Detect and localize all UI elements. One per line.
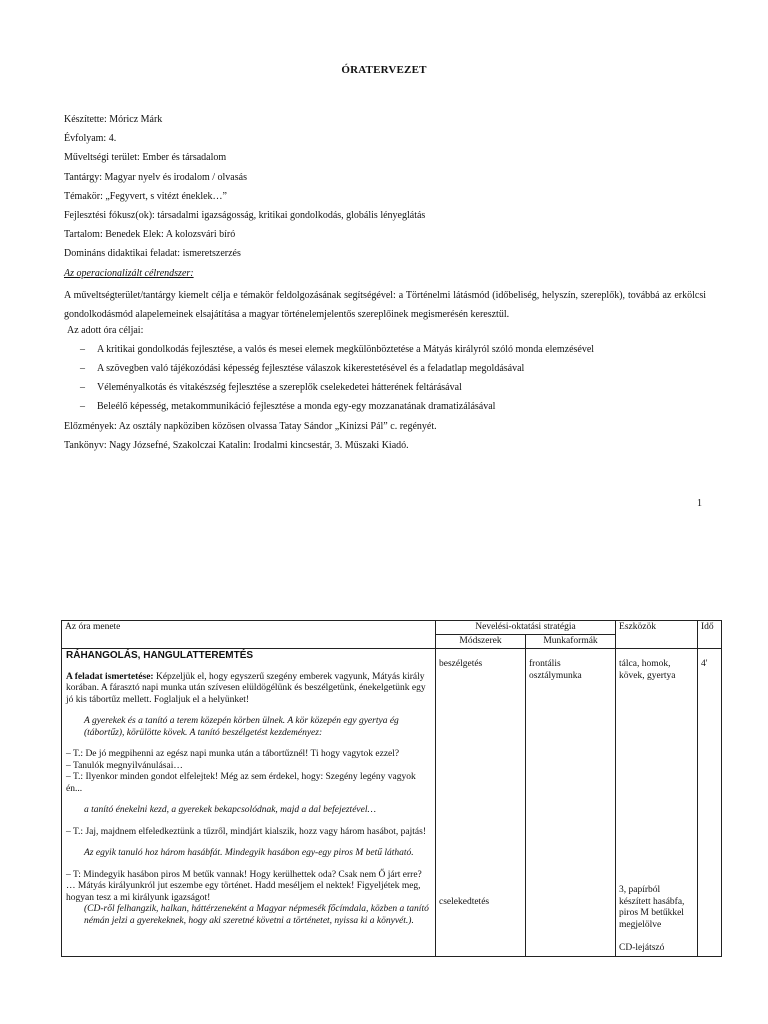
didactic-task-line: Domináns didaktikai feladat: ismeretszerzés — [64, 248, 241, 260]
dash-bullet: – — [80, 363, 85, 375]
content-line: Tartalom: Benedek Elek: A kolozsvári bíró — [64, 229, 236, 241]
dialogue-line: – Tanulók megnyilvánulásai… — [66, 760, 183, 771]
workform-value: frontális osztálymunka — [529, 659, 582, 681]
grade-line: Évfolyam: 4. — [64, 133, 117, 145]
goal-item: – A kritikai gondolkodás fejlesztése, a valós és mesei elemek megkülönböztetése a Mátyás királyról szóló monda elemzésével — [80, 343, 595, 355]
focus-line: Fejlesztési fókusz(ok): társadalmi igazságosság, kritikai gondolkodás, globális lényeglátás — [64, 209, 426, 221]
header-time: Idő — [698, 621, 722, 649]
task-description: A feladat ismertetése: Képzeljük el, hogy egyszerű szegény emberek vagyunk, Mátyás király korában. A fárasztó napi munka után szívesen elüldögélünk és beszélgetünk, énekelgetünk egy jó kis tábortűz mellett. Foglaljuk el a helyünket! — [66, 671, 426, 705]
table-row — [62, 649, 722, 957]
header-course: Az óra menete — [62, 621, 436, 649]
lesson-goals-heading: Az adott óra céljai: — [67, 324, 144, 336]
goals-heading: Az operacionalizált célrendszer: — [64, 267, 194, 279]
goals-paragraph: A műveltségterület/tantárgy kiemelt célja e témakör feldolgozásának segítségével: a Történelmi látásmód (időbeliség, helyszín, szereplők), továbbá az erkölcsi gondolkodásmód alapelemeinek elsajátítása a magyar történelemjelentős szereplőinek megismerésén keresztül. — [64, 289, 706, 320]
page-number: 1 — [697, 498, 702, 509]
method-value: beszélgetés — [439, 659, 483, 669]
workforms-cell — [526, 649, 616, 957]
subject-line: Tantárgy: Magyar nyelv és irodalom / olvasás — [64, 171, 247, 183]
lesson-course-cell — [62, 649, 436, 957]
goal-item: – Véleményalkotás és vitakészség fejlesztése a szereplők cselekedetei hátterének feltárásával — [80, 382, 462, 394]
dialogue-line: – T: Mindegyik hasábon piros M betűk vannak! Hogy kerülhettek oda? Csak nem Ő járt erre? … Mátyás királyunkról jut eszembe egy történet. Hadd meséljem el nektek! Figyeljétek meg, hogyan tesz a mi királyunk igazságot! — [66, 869, 422, 903]
stage-direction: A gyerekek és a tanító a terem közepén körben ülnek. A kör közepén egy gyertya ég (tábortűz), körülötte kövek. A tanító beszélgetést kezdeményez: — [84, 716, 399, 738]
goal-item: – Beleélő képesség, metakommunikáció fejlesztése a monda egy-egy mozzanatának dramatizálásával — [80, 401, 496, 413]
header-strategy: Nevelési-oktatási stratégia — [436, 621, 616, 635]
stage-direction: Az egyik tanuló hoz három hasábfát. Mindegyik hasábon egy-egy piros M betű látható. — [84, 848, 414, 858]
methods-cell — [436, 649, 526, 957]
header-tools: Eszközök — [616, 621, 698, 649]
dash-bullet: – — [80, 343, 85, 355]
tools-value: CD-lejátszó — [619, 943, 665, 953]
dash-bullet: – — [80, 382, 85, 394]
tools-value: 3, papírból készített hasábfa, piros M betűkkel megjelölve — [619, 885, 685, 930]
time-cell — [698, 649, 722, 957]
goal-item: – A szövegben való tájékozódási képesség fejlesztése válaszok kikerestetésével és a feladatlap megoldásával — [80, 363, 525, 375]
section-title: RÁHANGOLÁS, HANGULATTEREMTÉS — [66, 650, 254, 661]
topic-line: Témakör: „Fegyvert, s vitézt éneklek…” — [64, 190, 227, 202]
textbook-line: Tankönyv: Nagy Józsefné, Szakolczai Katalin: Irodalmi kincsestár, 3. Műszaki Kiadó. — [64, 439, 409, 451]
lesson-plan-meta — [64, 113, 706, 458]
dash-bullet: – — [80, 401, 85, 413]
stage-direction: (CD-ről felhangzik, halkan, háttérzeneként a Magyar népmesék főcímdala, közben a tanító némán jelzi a gyerekeknek, hogy aki szeretné követni a történetet, nyissa ki a könyvét.). — [84, 904, 429, 926]
dialogue-line: – T.: Ilyenkor minden gondot elfelejtek! Még az sem érdekel, hogy: Szegény legény vagyok én... — [66, 772, 416, 794]
goals-list — [64, 343, 706, 420]
author-line: Készítette: Móricz Márk — [64, 114, 163, 125]
time-value: 4' — [701, 659, 708, 669]
header-methods: Módszerek — [436, 635, 526, 649]
prior-line: Előzmények: Az osztály napköziben közösen olvassa Tatay Sándor „Kinizsi Pál” c. regényét. — [64, 420, 437, 432]
method-value: cselekedtetés — [439, 896, 490, 907]
dialogue-line: – T.: Jaj, majdnem elfeledkeztünk a tűzről, mindjárt kialszik, hozz vagy három hasábot, pajtás! — [66, 826, 427, 837]
dialogue-line: – T.: De jó megpihenni az egész napi munka után a tábortűznél! Ti hogy vagytok ezzel? — [66, 749, 400, 759]
header-workforms: Munkaformák — [526, 635, 616, 649]
page-title: ÓRATERVEZET — [341, 64, 427, 76]
field-line: Műveltségi terület: Ember és társadalom — [64, 152, 227, 164]
tools-value: tálca, homok, kövek, gyertya — [619, 659, 676, 681]
stage-direction: a tanító énekelni kezd, a gyerekek bekapcsolódnak, majd a dal befejeztével… — [84, 805, 376, 815]
tools-cell — [616, 649, 698, 957]
table-header-row — [62, 621, 722, 635]
lesson-table — [61, 620, 722, 957]
